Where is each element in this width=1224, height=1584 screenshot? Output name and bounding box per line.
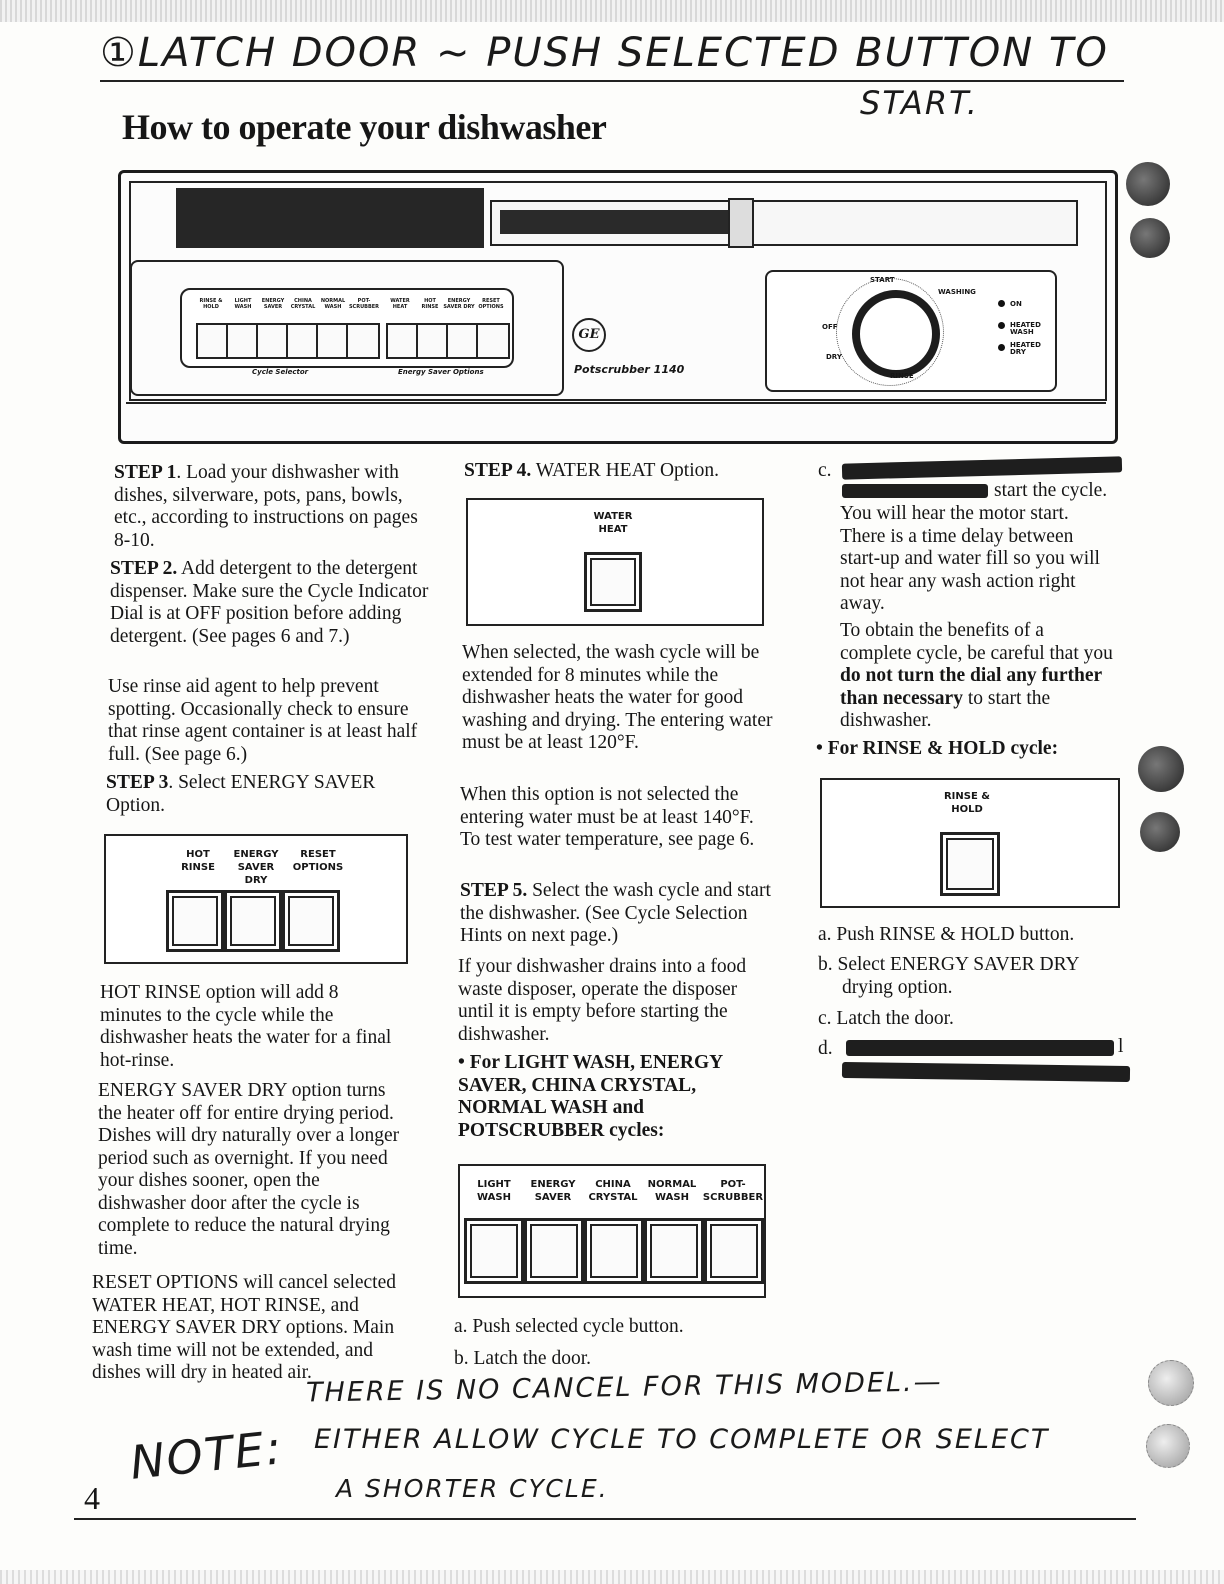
- step-2-label: STEP 2.: [110, 558, 178, 579]
- step-3: [106, 772, 426, 817]
- cycle-step-a: a. Push selected cycle button.: [454, 1316, 684, 1337]
- panel-button: [476, 323, 510, 359]
- dial-label-washing: WASHING: [938, 288, 976, 296]
- redaction-mark: [842, 456, 1122, 479]
- scan-edge-bottom: [0, 1570, 1224, 1584]
- panel-button: [196, 323, 230, 359]
- indicator-label-on: ON: [1010, 300, 1022, 308]
- model-name: Potscrubber 1140: [574, 363, 685, 376]
- dial-label-off: OFF: [822, 323, 838, 331]
- pot-scrubber-button: [704, 1218, 764, 1284]
- handwritten-note-line-3: A SHORTER CYCLE.: [336, 1474, 609, 1503]
- ge-logo: GE: [572, 318, 606, 352]
- rinse-hold-heading: • For RINSE & HOLD cycle:: [816, 738, 1059, 759]
- rinse-step-b: b. Select ENERGY SAVER DRY drying option.: [818, 954, 1079, 998]
- panel-label-hot-rinse: HOT RINSE: [421, 298, 439, 310]
- rinse-step-d-tail: l: [1118, 1036, 1124, 1057]
- scan-edge-top: [0, 0, 1224, 22]
- fig-label-light-wash: LIGHT WASH: [477, 1179, 511, 1203]
- indicator-label-heated-dry: HEATED DRY: [1010, 341, 1041, 356]
- fig-label-pot-scrubber: POT-SCRUBBER: [702, 1179, 764, 1203]
- redaction-mark: [846, 1040, 1114, 1056]
- step-5: [460, 880, 772, 948]
- dial-label-rinse: RINSE: [890, 372, 914, 380]
- fig-label-reset-options: RESET OPTIONS: [292, 849, 344, 873]
- binder-hole: [1138, 746, 1184, 792]
- step-1-label: STEP 1: [114, 462, 177, 483]
- panel-button: [286, 323, 320, 359]
- panel-label-china-crystal: CHINA CRYSTAL: [290, 298, 316, 310]
- dial-label-start: START: [870, 276, 895, 284]
- panel-label-pot-scrubber: POT-SCRUBBER: [348, 298, 380, 310]
- indicator-light-heated-wash: [998, 322, 1005, 329]
- rinse-aid-paragraph: Use rinse aid agent to help prevent spotting. Occasionally check to ensure that rinse agent container is at least half full. (See page 6.): [108, 676, 418, 765]
- rinse-hold-button: [940, 832, 1000, 896]
- cycle-indicator-dial: [852, 290, 940, 378]
- dial-label-dry: DRY: [826, 353, 842, 361]
- binder-hole: [1126, 162, 1170, 206]
- binder-hole: [1130, 218, 1170, 258]
- step-4: [464, 460, 774, 483]
- reset-options-paragraph: RESET OPTIONS will cancel selected WATER HEAT, HOT RINSE, and ENERGY SAVER DRY options. Main wash time will not be extended, and dishes will dry in heated air.: [92, 1272, 396, 1383]
- indicator-light-heated-dry: [998, 344, 1005, 351]
- energy-saver-dry-button: [224, 890, 282, 952]
- rinse-step-c: c. Latch the door.: [818, 1008, 954, 1029]
- indicator-label-heated-wash: HEATED WASH: [1010, 321, 1041, 336]
- door-latch-slider: [490, 200, 1078, 246]
- fig-label-energy-saver: ENERGY SAVER: [530, 1179, 576, 1203]
- fig-label-energy-saver-dry: ENERGY SAVER DRY: [233, 849, 279, 886]
- handwritten-underline: [100, 80, 1124, 82]
- step-3-text: . Select ENERGY SAVER Option.: [106, 772, 376, 816]
- step-1-text: . Load your dishwasher with dishes, silverware, pots, pans, bowls, etc., according to instructions on pages 8-10.: [114, 462, 418, 551]
- fig-label-hot-rinse: HOT RINSE: [181, 849, 215, 873]
- benefits-bold: do not turn the dial any further than necessary: [840, 665, 1102, 709]
- motor-paragraph: You will hear the motor start. There is a time delay between start-up and water fill so you will not hear any wash action right away.: [840, 503, 1100, 614]
- panel-label-reset-options: RESET OPTIONS: [478, 298, 504, 310]
- latch-track: [500, 210, 732, 234]
- china-crystal-button: [584, 1218, 644, 1284]
- binder-hole: [1146, 1424, 1190, 1468]
- benefits-text-2: to start the dishwasher.: [840, 687, 1051, 731]
- rinse-step-d-letter: d.: [818, 1038, 833, 1059]
- benefits-paragraph: [840, 620, 1120, 733]
- panel-button: [226, 323, 260, 359]
- energy-saver-button: [524, 1218, 584, 1284]
- indicator-light-on: [998, 300, 1005, 307]
- cycle-selector-label: Cycle Selector: [252, 368, 309, 376]
- step-c-letter: c.: [818, 460, 832, 481]
- water-heat-selected-paragraph: When selected, the wash cycle will be extended for 8 minutes while the dishwasher heats the water for good washing and drying. The entering water must be at least 120°F.: [462, 642, 773, 753]
- step-5-text: Select the wash cycle and start the dishwasher. (See Cycle Selection Hints on next page.): [460, 880, 771, 946]
- fig-label-normal-wash: NORMAL WASH: [647, 1179, 697, 1203]
- footer-rule: [74, 1518, 1136, 1520]
- panel-button: [416, 323, 450, 359]
- hot-rinse-button: [166, 890, 224, 952]
- reset-options-button: [282, 890, 340, 952]
- panel-label-light-wash: LIGHT WASH: [234, 298, 252, 310]
- panel-label-energy-saver: ENERGY SAVER: [261, 298, 285, 310]
- disposer-paragraph: If your dishwasher drains into a food waste disposer, operate the disposer until it is empty before starting the dishwasher.: [458, 956, 747, 1045]
- button-top: [434, 188, 484, 248]
- step-4-text: WATER HEAT Option.: [531, 460, 719, 481]
- light-wash-button: [464, 1218, 524, 1284]
- step-1: [114, 462, 434, 552]
- handwritten-note-line-2: EITHER ALLOW CYCLE TO COMPLETE OR SELECT: [314, 1424, 1050, 1455]
- panel-button: [386, 323, 420, 359]
- wash-cycles-figure: [458, 1164, 766, 1298]
- panel-label-water-heat: WATER HEAT: [390, 298, 410, 310]
- panel-button: [346, 323, 380, 359]
- page-title: How to operate your dishwasher: [122, 107, 607, 147]
- handwritten-note-label: NOTE:: [127, 1420, 286, 1490]
- step-3-label: STEP 3: [106, 772, 169, 793]
- step-4-label: STEP 4.: [464, 460, 532, 481]
- fig-label-water-heat: WATER HEAT: [593, 511, 633, 535]
- panel-label-rinse-hold: RINSE & HOLD: [199, 298, 223, 310]
- hot-rinse-paragraph: HOT RINSE option will add 8 minutes to the cycle while the dishwasher heats the water for a final hot-rinse.: [100, 982, 392, 1071]
- handwritten-instruction-end: START.: [860, 84, 979, 122]
- panel-label-normal-wash: NORMAL WASH: [320, 298, 346, 310]
- normal-wash-button: [644, 1218, 704, 1284]
- energy-saver-dry-paragraph: ENERGY SAVER DRY option turns the heater off for entire drying period. Dishes will dry naturally over a longer period such as overnight. If you need your dishes sooner, open the dishwasher door after the cycle is complete to reduce the natural drying time.: [98, 1080, 400, 1259]
- redaction-mark: [842, 484, 988, 498]
- cycle-step-b: b. Latch the door.: [454, 1348, 592, 1369]
- latch-handle: [728, 198, 754, 248]
- fig-label-rinse-hold: RINSE & HOLD: [943, 791, 991, 815]
- step-c-text: start the cycle.: [994, 480, 1108, 501]
- binder-hole: [1148, 1360, 1194, 1406]
- panel-button: [256, 323, 290, 359]
- energy-saver-options-label: Energy Saver Options: [398, 368, 484, 376]
- water-heat-not-selected-paragraph: When this option is not selected the entering water must be at least 140°F. To test water temperature, see page 6.: [460, 784, 755, 850]
- step-2: [110, 558, 430, 648]
- energy-saver-options-figure: [104, 834, 408, 964]
- rinse-step-a: a. Push RINSE & HOLD button.: [818, 924, 1075, 945]
- fig-label-china-crystal: CHINA CRYSTAL: [588, 1179, 638, 1203]
- handwritten-note-line-1: THERE IS NO CANCEL FOR THIS MODEL.—: [305, 1366, 943, 1409]
- handwritten-instruction: ①LATCH DOOR ~ PUSH SELECTED BUTTON TO: [100, 30, 1109, 76]
- page-number: 4: [84, 1480, 100, 1516]
- rinse-hold-figure: [820, 778, 1120, 908]
- step-5-label: STEP 5.: [460, 880, 528, 901]
- panel-label-energy-saver-dry: ENERGY SAVER DRY: [443, 298, 475, 310]
- step-2-text: Add detergent to the detergent dispenser. Make sure the Cycle Indicator Dial is at OFF position before adding detergent. (See pages 6 and 7.): [110, 558, 429, 647]
- redaction-mark: [842, 1062, 1130, 1082]
- benefits-text-1: To obtain the benefits of a complete cycle, be careful that you: [840, 620, 1113, 664]
- water-heat-figure: [466, 498, 764, 626]
- binder-hole: [1140, 812, 1180, 852]
- water-heat-button: [584, 552, 642, 612]
- panel-button: [316, 323, 350, 359]
- wash-cycles-heading: • For LIGHT WASH, ENERGY SAVER, CHINA CRYSTAL, NORMAL WASH and POTSCRUBBER cycles:: [458, 1052, 723, 1141]
- panel-button: [446, 323, 480, 359]
- panel-trim-line: [126, 402, 1106, 404]
